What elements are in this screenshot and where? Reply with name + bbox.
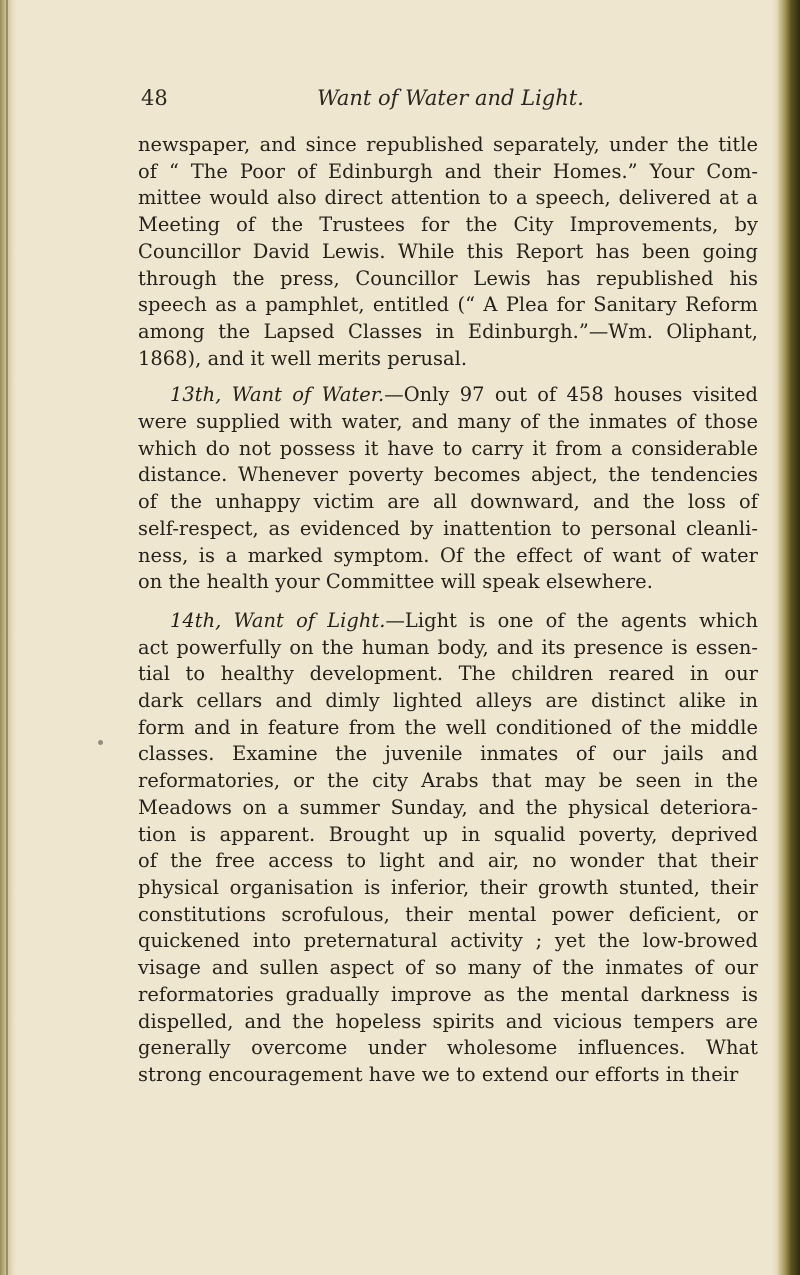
- text-line: generally overcome under wholesome influences. What: [138, 1036, 758, 1060]
- text-line: strong encouragement have we to extend our efforts in their: [138, 1062, 739, 1086]
- margin-speck: [98, 740, 103, 745]
- section-heading-14th: 14th, Want of Light.: [170, 608, 386, 632]
- text-line: constitutions scrofulous, their mental power deficient, or: [138, 902, 758, 926]
- text-line: Councillor David Lewis. While this Report has been going: [138, 239, 758, 263]
- text-line: distance. Whenever poverty becomes abject, the tendencies: [138, 463, 758, 487]
- text-line: which do not possess it have to carry it from a considerable: [138, 436, 758, 460]
- text-line: quickened into preternatural activity ; yet the low-browed: [138, 929, 758, 953]
- text-line: were supplied with water, and many of the inmates of those: [138, 410, 758, 434]
- text-line: reformatories gradually improve as the mental darkness is: [138, 982, 758, 1006]
- paragraph-3: [138, 608, 758, 1089]
- binding-line: [6, 0, 8, 1275]
- text-line: tion is apparent. Brought up in squalid poverty, deprived: [138, 822, 758, 846]
- running-title: Want of Water and Light.: [317, 86, 584, 110]
- text-line-first: [138, 382, 758, 409]
- text-line: of the free access to light and air, no wonder that their: [138, 849, 758, 873]
- text-line: newspaper, and since republished separately, under the title: [138, 133, 758, 156]
- text-line: Meadows on a summer Sunday, and the physical deteriora-: [138, 795, 758, 819]
- text-fragment: —Light is one of the agents which: [385, 608, 758, 632]
- text-line: visage and sullen aspect of so many of the inmates of our: [138, 956, 758, 980]
- text-line: of the unhappy victim are all downward, and the loss of: [138, 490, 758, 514]
- text-line: Meeting of the Trustees for the City Improvements, by: [138, 213, 758, 237]
- text-line: self-respect, as evidenced by inattention to personal cleanli-: [138, 516, 758, 540]
- text-line: dispelled, and the hopeless spirits and vicious tempers are: [138, 1009, 758, 1033]
- body-text: [138, 132, 758, 1089]
- text-line-first: [138, 608, 758, 635]
- text-line: form and in feature from the well conditioned of the middle: [138, 715, 758, 739]
- section-heading-13th: 13th, Want of Water.: [170, 383, 385, 407]
- text-line: act powerfully on the human body, and its presence is essen-: [138, 635, 758, 659]
- text-line: tial to healthy development. The children reared in our: [138, 662, 758, 686]
- paragraph-1: [138, 132, 758, 372]
- running-head: [141, 86, 750, 116]
- paragraph-gap: [138, 372, 758, 382]
- text-line: among the Lapsed Classes in Edinburgh.”—Wm. Oliphant,: [138, 319, 758, 343]
- text-line: mittee would also direct attention to a speech, delivered at a: [138, 186, 758, 210]
- text-fragment: —Only 97 out of 458 houses visited: [384, 383, 759, 407]
- text-line: 1868), and it well merits perusal.: [138, 346, 468, 370]
- text-line: through the press, Councillor Lewis has republished his: [138, 266, 758, 290]
- text-line: dark cellars and dimly lighted alleys are distinct alike in: [138, 689, 758, 713]
- text-line: speech as a pamphlet, entitled (“ A Plea for Sanitary Reform: [138, 293, 758, 317]
- binding-gutter: [0, 0, 16, 1275]
- page-edge: [778, 0, 800, 1275]
- text-line: reformatories, or the city Arabs that may be seen in the: [138, 769, 758, 793]
- text-line: physical organisation is inferior, their growth stunted, their: [138, 875, 758, 899]
- page-number: 48: [141, 86, 168, 110]
- text-line: classes. Examine the juvenile inmates of our jails and: [138, 742, 758, 766]
- text-line: on the health your Committee will speak elsewhere.: [138, 570, 653, 594]
- paragraph-2: [138, 382, 758, 596]
- text-line: ness, is a marked symptom. Of the effect of want of water: [138, 543, 758, 567]
- paragraph-gap: [138, 596, 758, 608]
- text-line: of “ The Poor of Edinburgh and their Homes.” Your Com-: [138, 159, 758, 183]
